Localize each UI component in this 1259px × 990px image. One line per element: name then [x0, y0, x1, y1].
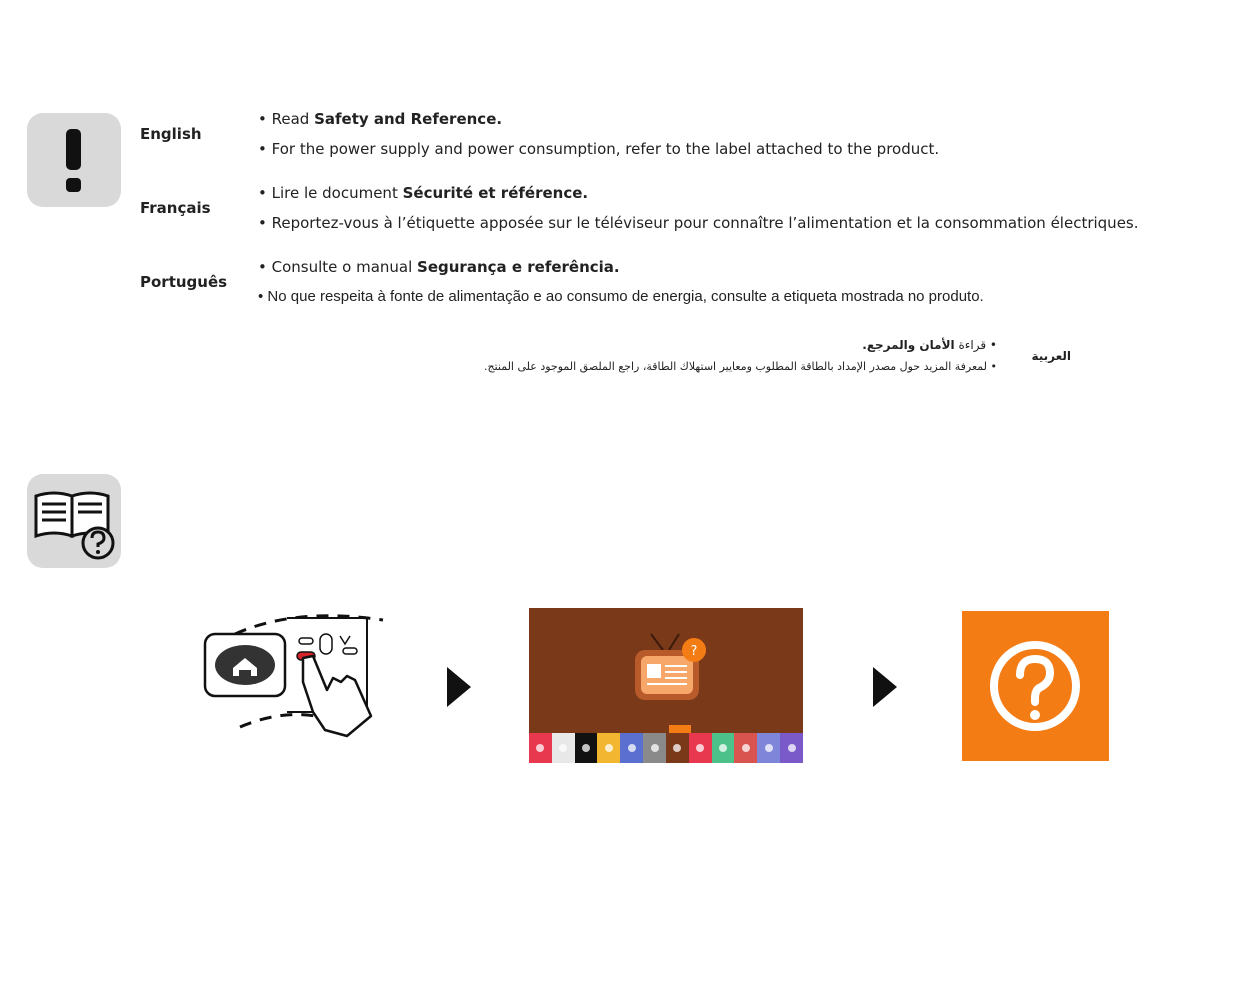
- step-arrow-2: [873, 667, 897, 707]
- app-tile: [643, 733, 666, 763]
- portuguese-line-1: • Consulte o manual Segurança e referência.: [258, 258, 620, 276]
- portuguese-line-2: • No que respeita à fonte de alimentação e ao consumo de energia, consulte a etiqueta mostrada no produto.: [258, 288, 984, 305]
- app-tile: [620, 733, 643, 763]
- english-line-2: • For the power supply and power consumption, refer to the label attached to the product.: [258, 140, 940, 158]
- remote-home-button-icon: [195, 612, 395, 744]
- arabic-line-2: • لمعرفة المزيد حول مصدر الإمداد بالطاقة المطلوب ومعايير استهلاك الطاقة، راجع الملصق الموجود على المنتج.: [483, 360, 997, 373]
- lang-arabic: العربية: [1031, 349, 1071, 363]
- lang-english: English: [140, 125, 202, 143]
- app-tile: [597, 733, 620, 763]
- app-launcher-bar: [529, 733, 803, 763]
- app-tile-user-guide: [666, 733, 689, 763]
- app-tile: [712, 733, 735, 763]
- manual-icon-box: [27, 474, 121, 568]
- app-tile: [529, 733, 552, 763]
- app-tile: [734, 733, 757, 763]
- warning-icon-box: [27, 113, 121, 207]
- app-tile: [575, 733, 598, 763]
- svg-text:?: ?: [690, 644, 698, 659]
- lang-portuguese: Português: [140, 273, 228, 291]
- app-tile: [757, 733, 780, 763]
- app-tile: [780, 733, 803, 763]
- app-tile: [552, 733, 575, 763]
- french-line-1: • Lire le document Sécurité et référence.: [258, 184, 589, 202]
- step-arrow-1: [447, 667, 471, 707]
- tv-illustration-icon: [629, 630, 709, 708]
- french-line-2: • Reportez-vous à l’étiquette apposée sur le téléviseur pour connaître l’alimentation et la consommation électriques.: [258, 214, 1139, 232]
- english-line-1: • Read Safety and Reference.: [258, 110, 503, 128]
- manual-help-icon: [27, 474, 121, 568]
- arabic-line-1: • قراءة الأمان والمرجع.: [862, 338, 997, 352]
- user-guide-app-icon: [962, 611, 1109, 761]
- question-mark-icon: [962, 611, 1109, 761]
- app-tile: [689, 733, 712, 763]
- lang-french: Français: [140, 199, 211, 217]
- exclamation-icon: [27, 113, 121, 207]
- tv-home-screen-icon: [529, 608, 803, 763]
